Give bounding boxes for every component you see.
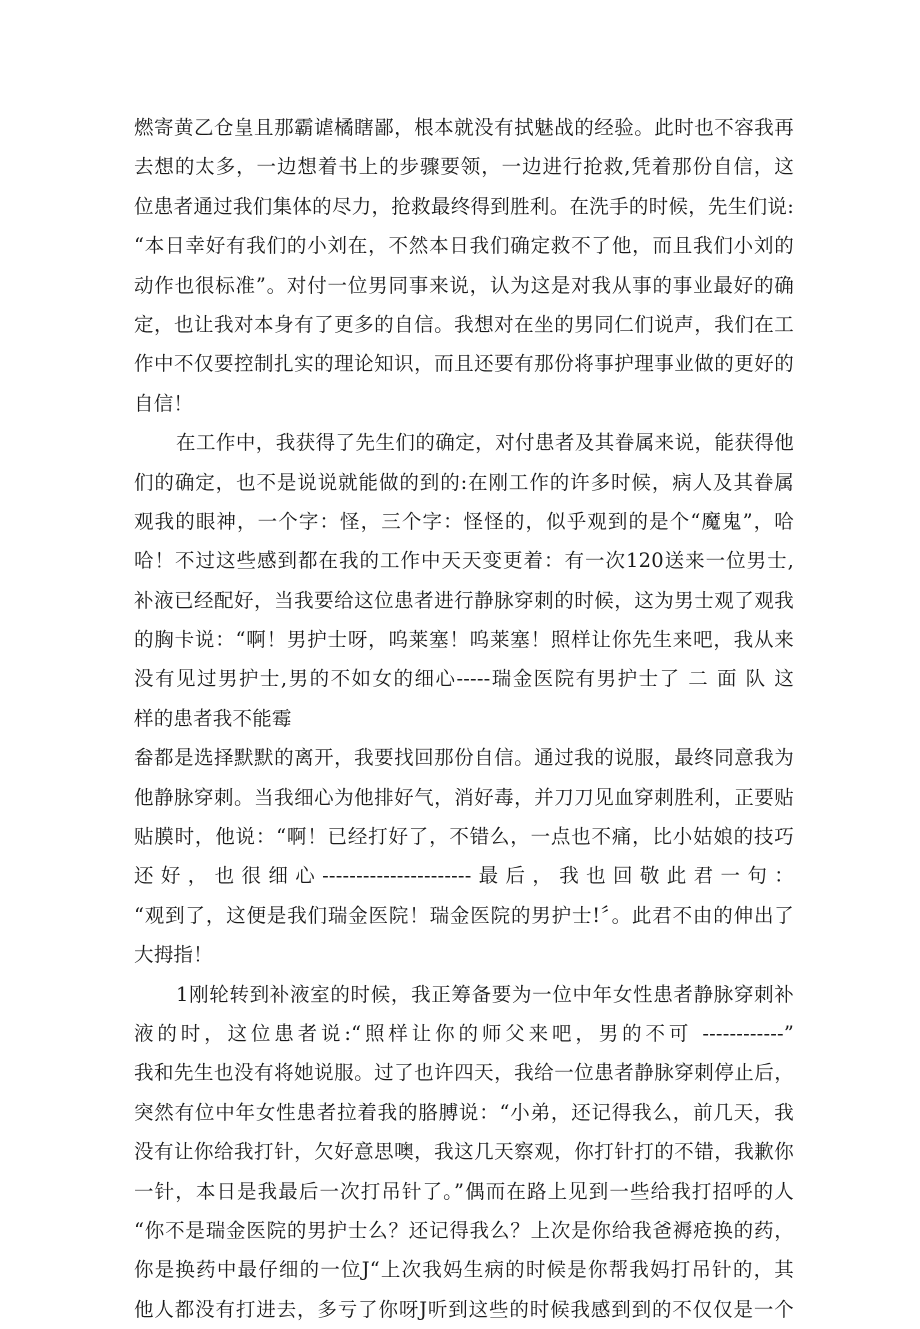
text-line: 一针，本日是我最后一次打吊针了。”偶而在路上见到一些给我打招呼的人 bbox=[134, 1179, 794, 1203]
text-line: 你是换药中最仔细的一位J“上次我妈生病的时候是你帮我妈打吊针的，其 bbox=[134, 1258, 794, 1282]
text-line: 燃寄黄乙仓皇且那霸谑橘瞎鄙，根本就没有拭魅战的经验。此时也不容我再 bbox=[134, 116, 794, 139]
text-line: 贴膜时，他说：“啊！已经打好了，不错么，一点也不痛，比小姑娘的技巧 bbox=[134, 825, 794, 849]
text-line: 哈！不过这些感到都在我的工作中天天变更着：有一次120送来一位男士, bbox=[134, 549, 794, 573]
text-line: “本日幸好有我们的小刘在，不然本日我们确定救不了他，而且我们小刘的 bbox=[134, 234, 794, 258]
text-line: 我和先生也没有将她说服。过了也许四天，我给一位患者静脉穿刺停止后， bbox=[134, 1061, 794, 1085]
text-line: 畚都是选择默默的离开，我要找回那份自信。通过我的说服，最终同意我为 bbox=[134, 746, 794, 770]
text-line: 没有见过男护士,男的不如女的细心-----瑞金医院有男护士了 二 面 队 这 bbox=[134, 667, 794, 691]
text-line: 的胸卡说：“啊！男护士呀，呜莱塞！呜莱塞！照样让你先生来吧，我从来 bbox=[134, 628, 794, 652]
text-line: 动作也很标准”。对付一位男同事来说，认为这是对我从事的事业最好的确 bbox=[134, 273, 794, 297]
text-line: 去想的太多，一边想着书上的步骤要领，一边进行抢救,凭着那份自信，这 bbox=[134, 155, 794, 179]
text-line: 还好，也很细心----------------------最后，我也回敬此君一句： bbox=[134, 864, 794, 888]
paragraph-start: 1刚轮转到补液室的时候，我正筹备要为一位中年女性患者静脉穿刺补 bbox=[176, 982, 794, 1006]
text-line: 作中不仅要控制扎实的理论知识，而且还要有那份将事护理事业做的更好的 bbox=[134, 352, 794, 376]
text-line: 他人都没有打进去，多亏了你呀J听到这些的时候我感到到的不仅仅是一个 bbox=[134, 1297, 794, 1321]
text-line: 液的时，这位患者说:“照样让你的师父来吧，男的不可 ------------” bbox=[134, 1021, 794, 1045]
text-line: 他静脉穿刺。当我细心为他排好气，消好毒，并刀刀见血穿刺胜利，正要贴 bbox=[134, 785, 794, 809]
paragraph-start: 在工作中，我获得了先生们的确定，对付患者及其眷属来说，能获得他 bbox=[176, 431, 794, 455]
text-line: 定，也让我对本身有了更多的自信。我想对在坐的男同仁们说声，我们在工 bbox=[134, 312, 794, 336]
text-line: “观到了，这便是我们瑞金医院！瑞金医院的男护士!〞。此君不由的伸出了 bbox=[134, 903, 794, 927]
text-line: 没有让你给我打针，欠好意思噢，我这几天察观，你打针打的不错，我歉你 bbox=[134, 1140, 794, 1164]
text-line: 大拇指！ bbox=[134, 943, 213, 967]
text-line: 们的确定，也不是说说就能做的到的:在刚工作的许多时候，病人及其眷属 bbox=[134, 470, 794, 494]
text-line: 突然有位中年女性患者拉着我的胳膊说：“小弟，还记得我么，前几天，我 bbox=[134, 1100, 794, 1124]
body-text bbox=[134, 108, 794, 1329]
text-line: 位患者通过我们集体的尽力，抢救最终得到胜利。在洗手的时候，先生们说: bbox=[134, 194, 794, 218]
text-line: 补液已经配好，当我要给这位患者进行静脉穿刺的时候，这为男士观了观我 bbox=[134, 588, 794, 612]
text-line: 样的患者我不能霉 bbox=[134, 706, 292, 730]
text-line: “你不是瑞金医院的男护士么？还记得我么？上次是你给我爸褥疮换的药， bbox=[134, 1218, 794, 1242]
text-line: 观我的眼神，一个字：怪，三个字：怪怪的，似乎观到的是个“魔鬼”，哈 bbox=[134, 509, 794, 533]
text-line: 自信！ bbox=[134, 391, 194, 415]
